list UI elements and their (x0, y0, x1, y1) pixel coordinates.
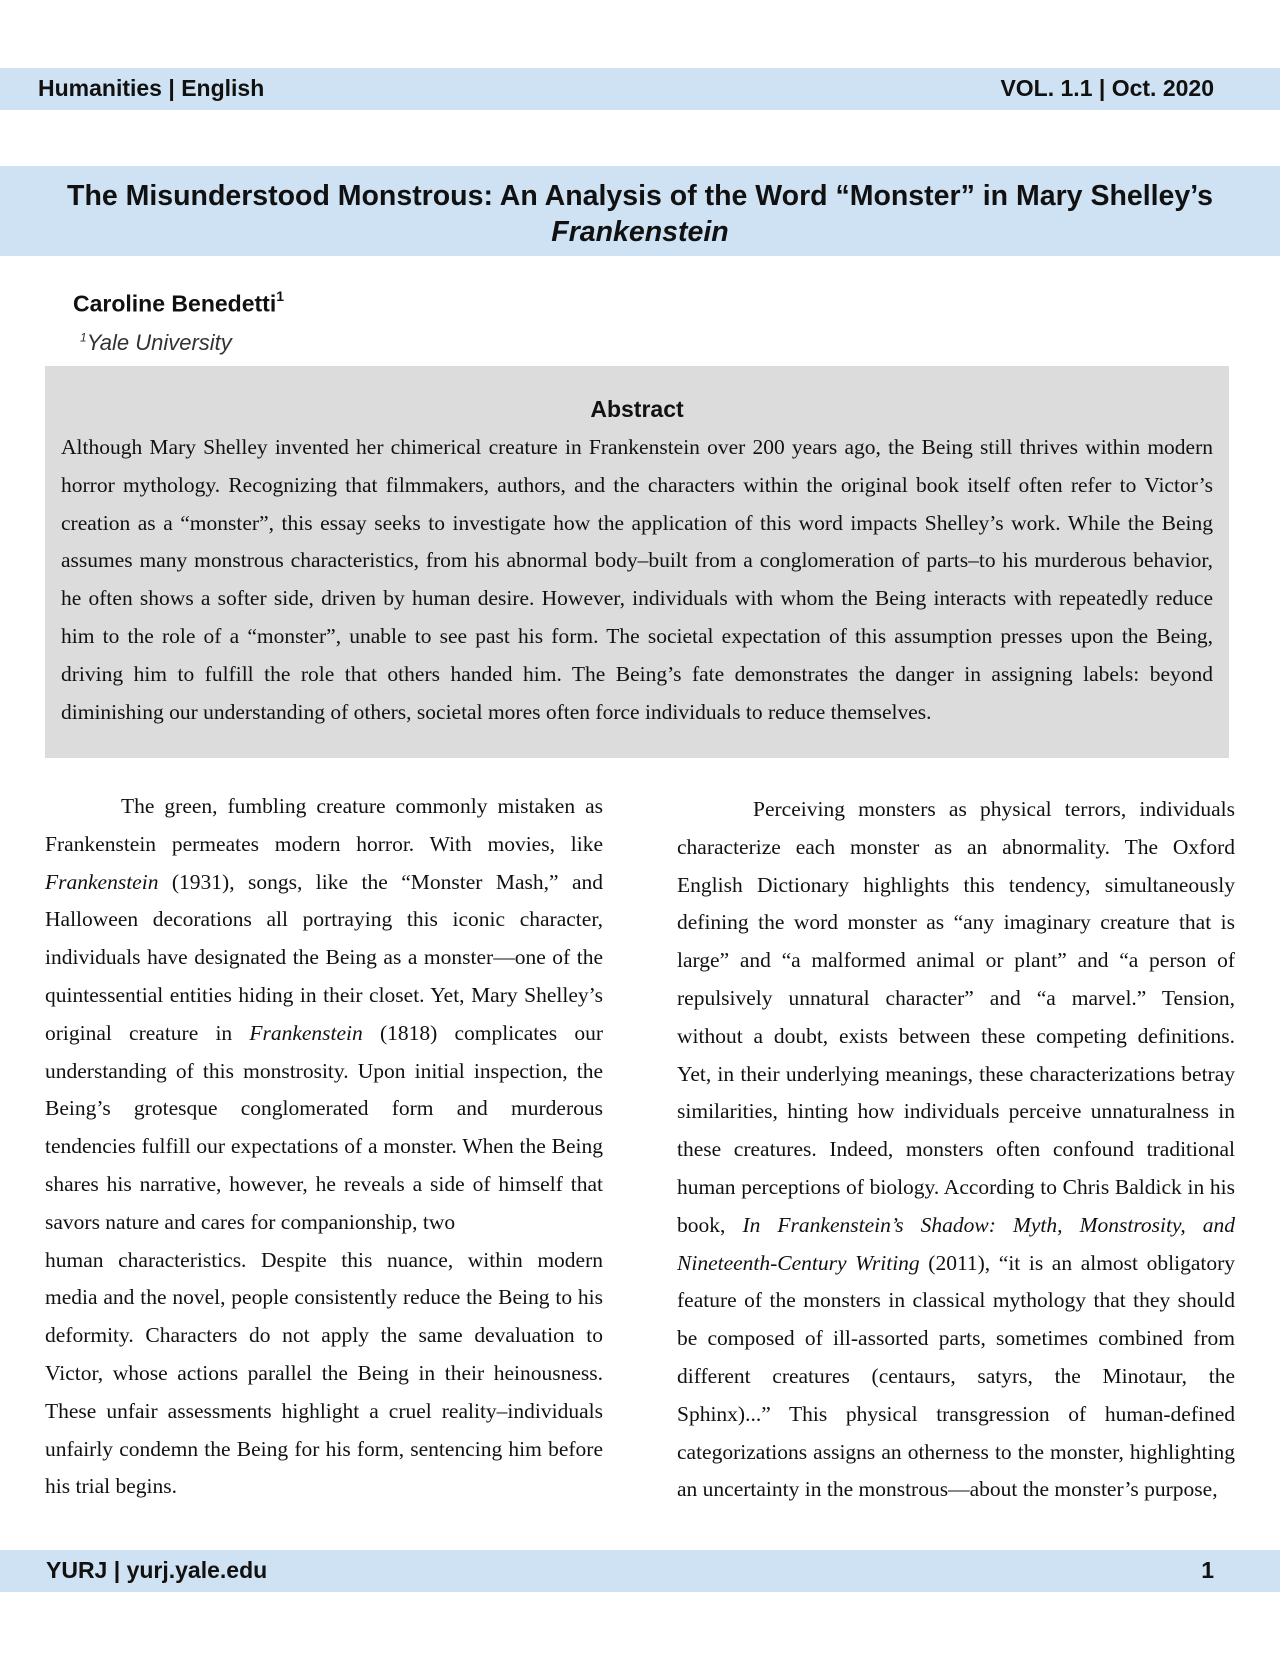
paragraph (677, 791, 1235, 1509)
affiliation-mark: 1 (80, 330, 87, 345)
paragraph-text: (1931), songs, like the “Monster Mash,” and Halloween decorations all portraying this iconic character, individuals have designated the Being as a monster—one of the quintessential entities hiding in their closet. Yet, Mary Shelley’s original creature in (45, 869, 603, 1045)
paragraph-text: Perceiving monsters as physical terrors, individuals characterize each monster as an abnormality. The Oxford English Dictionary highlights this tendency, simultaneously defining the word monster as “any imaginary creature that is large” and “a malformed animal or plant” and “a person of repulsively unnatural character” and “a marvel.” Tension, without a doubt, exists between these competing definitions. Yet, in their underlying meanings, these characterizations betray similarities, hinting how individuals perceive unnaturalness in these creatures. Indeed, monsters often confound traditional human perceptions of biology. According to Chris Baldick in his book, (677, 797, 1235, 1237)
author-name (73, 290, 284, 318)
paragraph-text: (1818) complicates our understanding of this monstrosity. Upon initial inspection, the Being’s grotesque conglomerated form and murderous tendencies fulfill our expectations of a monster. When the Being shares his narrative, however, he reveals a side of himself that savors nature and cares for companionship, two (45, 1020, 603, 1234)
author-affiliation (80, 330, 232, 356)
italic-title: Frankenstein (45, 869, 159, 894)
abstract-heading: Abstract (590, 396, 684, 422)
title-band (0, 166, 1280, 256)
body-column-left (45, 788, 603, 1506)
paragraph (45, 788, 603, 1242)
section-label: Humanities | English (38, 75, 265, 101)
italic-title: Frankenstein (249, 1020, 363, 1045)
journal-header-band (0, 68, 1280, 110)
article-title: The Misunderstood Monstrous: An Analysis of the Word “Monster” in Mary Shelley’s (67, 180, 1213, 212)
abstract-text: Although Mary Shelley invented her chimerical creature in Frankenstein over 200 years ago, the Being still thrives within modern horror mythology. Recognizing that filmmakers, authors, and the characters within the original book itself often refer to Victor’s creation as a “monster”, this essay seeks to investigate how the application of this word impacts Shelley’s work. While the Being assumes many monstrous characteristics, from his abnormal body–built from a conglomeration of parts–to his murderous behavior, he often shows a softer side, driven by human desire. However, individuals with whom the Being interacts with repeatedly reduce him to the role of a “monster”, unable to see past his form. The societal expectation of this assumption presses upon the Being, driving him to fulfill the role that others handed him. The Being’s fate demonstrates the danger in assigning labels: beyond diminishing our understanding of others, societal mores often force individuals to reduce themselves. (61, 435, 1213, 724)
italic-title: In Frankenstein’s Shadow: Myth, Monstrosity, and Nineteenth-Century Writing (677, 1212, 1235, 1275)
paragraph-text: (2011), “it is an almost obligatory feature of the monsters in classical mythology that they should be composed of ill-assorted parts, sometimes combined from different creatures (centaurs, satyrs, the Minotaur, the Sphinx)...” This physical transgression of human-defined categorizations assigns an otherness to the monster, highlighting an uncertainty in the monstrous—about the monster’s purpose, (677, 1250, 1235, 1502)
author-mark: 1 (276, 288, 285, 304)
body-column-right (677, 791, 1235, 1509)
paragraph: human characteristics. Despite this nuance, within modern media and the novel, people consistently reduce the Being to his deformity. Characters do not apply the same devaluation to Victor, whose actions parallel the Being in their heinousness. These unfair assessments highlight a cruel reality–individuals unfairly condemn the Being for his form, sentencing him before his trial begins. (45, 1247, 603, 1499)
journal-link: YURJ | yurj.yale.edu (46, 1557, 268, 1583)
article-title-italic: Frankenstein (551, 216, 729, 248)
author-name-text: Caroline Benedetti (73, 290, 277, 317)
affiliation-text: Yale University (86, 330, 232, 355)
volume-label: VOL. 1.1 | Oct. 2020 (1000, 75, 1214, 101)
journal-footer-band (0, 1550, 1280, 1592)
page-number: 1 (1201, 1557, 1214, 1583)
abstract-box (45, 366, 1229, 758)
paragraph-text: The green, fumbling creature commonly mistaken as Frankenstein permeates modern horror. With movies, like (45, 794, 603, 856)
